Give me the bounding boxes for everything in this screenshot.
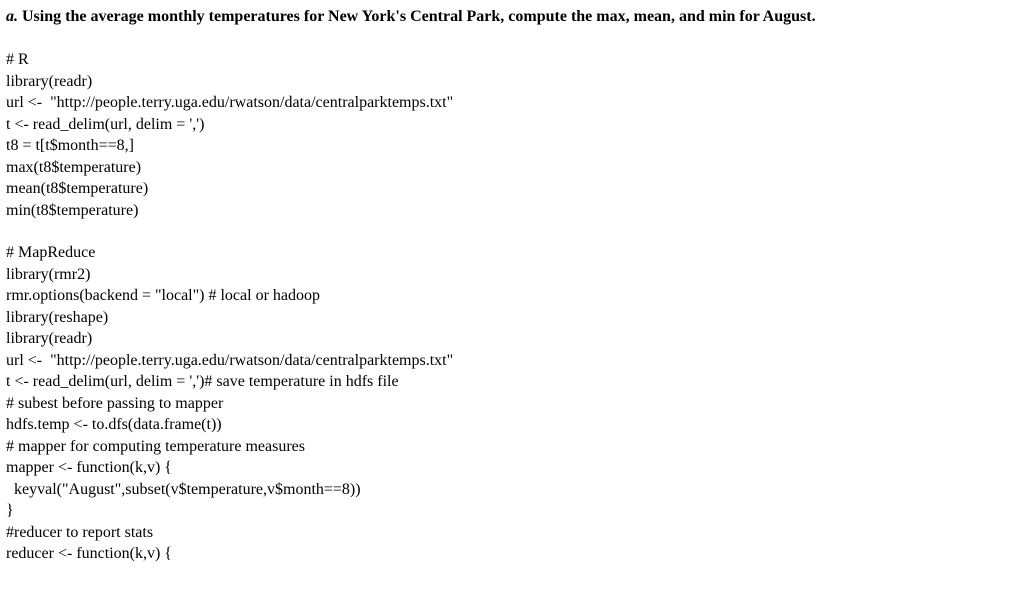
spacer (6, 28, 1016, 49)
code-line: url <- "http://people.terry.uga.edu/rwatson/data/centralparktemps.txt" (6, 351, 454, 369)
code-line: # mapper for computing temperature measures (6, 437, 305, 455)
code-line: rmr.options(backend = "local") # local or hadoop (6, 287, 320, 304)
code-line: t8 = t[t$month==8,] (6, 137, 134, 154)
mapreduce-code-block (6, 242, 1016, 565)
code-line: t <- read_delim(url, delim = ',') (6, 115, 205, 133)
code-line: # R (6, 51, 29, 68)
code-line: t <- read_delim(url, delim = ',')# save temperature in hdfs file (6, 373, 399, 390)
question-text: Using the average monthly temperatures for New York's Central Park, compute the max, mean, and min for August. (22, 8, 816, 25)
r-code-block (6, 49, 1016, 221)
spacer (6, 221, 1016, 242)
question-heading (6, 6, 1016, 28)
code-line: reducer <- function(k,v) { (6, 545, 172, 562)
code-line: url <- "http://people.terry.uga.edu/rwatson/data/centralparktemps.txt" (6, 94, 454, 111)
code-line: # subest before passing to mapper (6, 394, 224, 412)
code-line: library(reshape) (6, 308, 109, 326)
code-line: min(t8$temperature) (6, 201, 139, 219)
code-line: hdfs.temp <- to.dfs(data.frame(t)) (6, 416, 222, 433)
code-line: library(rmr2) (6, 265, 91, 283)
code-line: #reducer to report stats (6, 523, 154, 541)
code-line: # MapReduce (6, 244, 96, 261)
document-page (6, 6, 1016, 565)
code-line: library(readr) (6, 72, 93, 90)
code-line: mapper <- function(k,v) { (6, 459, 172, 476)
code-line: max(t8$temperature) (6, 158, 142, 176)
code-line: keyval("August",subset(v$temperature,v$month==8)) (6, 480, 361, 498)
code-line: } (6, 502, 14, 519)
code-line: mean(t8$temperature) (6, 180, 149, 197)
question-label: a. (6, 8, 18, 25)
code-line: library(readr) (6, 330, 93, 347)
